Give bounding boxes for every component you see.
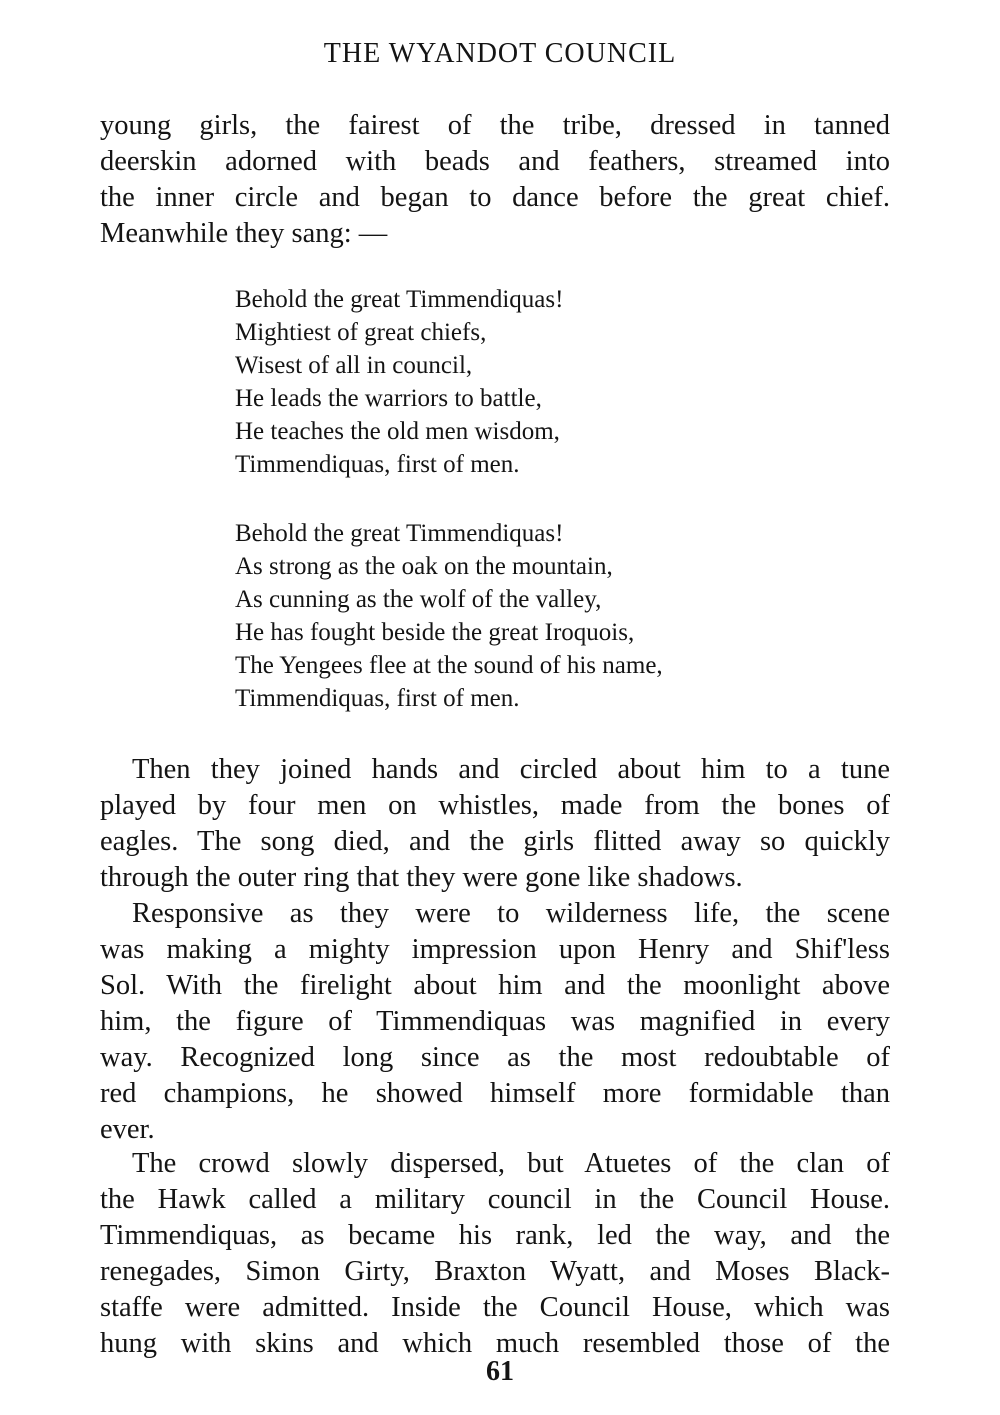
verse-line: As strong as the oak on the mountain, [235, 553, 613, 580]
verse-line: He leads the warriors to battle, [235, 385, 542, 412]
verse-line: Behold the great Timmendiquas! [235, 520, 564, 547]
song-stanza-2 [235, 517, 663, 715]
paragraph-4 [100, 1146, 890, 1362]
text-line: the Hawk called a military council in the Council House. [100, 1184, 890, 1215]
text-line: ever. [100, 1114, 155, 1145]
text-line: played by four men on whistles, made from the bones of [100, 790, 890, 821]
text-line: way. Recognized long since as the most redoubtable of [100, 1042, 890, 1073]
text-line: eagles. The song died, and the girls flitted away so quickly [100, 826, 890, 857]
verse-line: Timmendiquas, first of men. [235, 685, 520, 712]
text-line: Sol. With the firelight about him and the moonlight above [100, 970, 890, 1001]
verse-line: Behold the great Timmendiquas! [235, 286, 564, 313]
text-line: red champions, he showed himself more formidable than [100, 1078, 890, 1109]
verse-line: Mightiest of great chiefs, [235, 319, 487, 346]
text-line: renegades, Simon Girty, Braxton Wyatt, and Moses Black- [100, 1256, 890, 1287]
text-line: Meanwhile they sang: — [100, 218, 388, 249]
song-stanza-1 [235, 283, 563, 481]
text-line: the inner circle and began to dance before the great chief. [100, 182, 890, 213]
verse-line: Timmendiquas, first of men. [235, 451, 520, 478]
verse-line: The Yengees flee at the sound of his name, [235, 652, 663, 679]
verse-line: He has fought beside the great Iroquois, [235, 619, 635, 646]
text-line: through the outer ring that they were gone like shadows. [100, 862, 743, 893]
text-line: Responsive as they were to wilderness life, the scene [132, 898, 890, 929]
verse-line: As cunning as the wolf of the valley, [235, 586, 602, 613]
text-line: staffe were admitted. Inside the Council House, which was [100, 1292, 890, 1323]
running-head: THE WYANDOT COUNCIL [323, 38, 677, 69]
paragraph-3 [100, 896, 890, 1148]
text-line: The crowd slowly dispersed, but Atuetes of the clan of [132, 1148, 890, 1179]
opening-paragraph [100, 108, 890, 252]
text-line: deerskin adorned with beads and feathers, streamed into [100, 146, 890, 177]
text-line: Then they joined hands and circled about him to a tune [132, 754, 890, 785]
text-line: hung with skins and which much resembled those of the [100, 1328, 890, 1359]
text-line: Timmendiquas, as became his rank, led the way, and the [100, 1220, 890, 1251]
verse-line: He teaches the old men wisdom, [235, 418, 560, 445]
verse-line: Wisest of all in council, [235, 352, 473, 379]
text-line: young girls, the fairest of the tribe, dressed in tanned [100, 110, 890, 141]
page-number: 61 [486, 1356, 514, 1387]
text-line: was making a mighty impression upon Henry and Shif'less [100, 934, 890, 965]
text-line: him, the figure of Timmendiquas was magnified in every [100, 1006, 890, 1037]
paragraph-2 [100, 752, 890, 896]
